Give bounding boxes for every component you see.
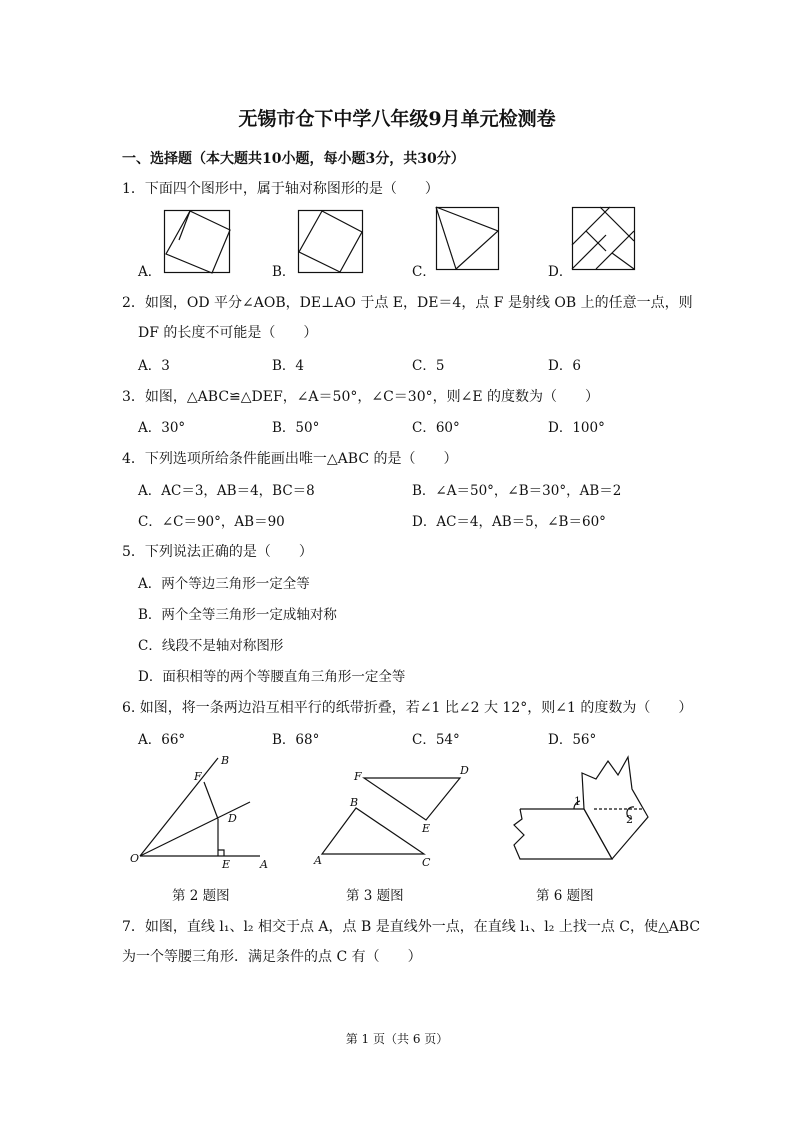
q1-figure-d bbox=[572, 207, 638, 273]
q4-option-c: C．∠C＝90°，AB＝90 bbox=[138, 514, 285, 530]
q3-option-c: C．60° bbox=[412, 420, 460, 436]
q4-option-d: D．AC＝4，AB＝5，∠B＝60° bbox=[412, 514, 606, 530]
fig2-label-f: F bbox=[194, 770, 202, 783]
q2-option-d: D．6 bbox=[548, 358, 581, 374]
q3-stem: 3．如图，△ABC≌△DEF，∠A＝50°，∠C＝30°，则∠E 的度数为（ ） bbox=[122, 389, 600, 405]
fig2-label-d: D bbox=[228, 812, 237, 825]
q5-stem: 5．下列说法正确的是（ ） bbox=[122, 544, 313, 560]
q1-figure-a bbox=[164, 210, 230, 276]
q2-line1: 2．如图，OD 平分∠AOB，DE⊥AO 于点 E，DE＝4，点 F 是射线 OB 上的任意一点，则 bbox=[122, 295, 693, 311]
q3-option-d: D．100° bbox=[548, 420, 605, 436]
fig3-label-e: E bbox=[422, 822, 431, 835]
q5-option-d: D．面积相等的两个等腰直角三角形一定全等 bbox=[138, 669, 406, 685]
q7-line2: 为一个等腰三角形．满足条件的点 C 有（ ） bbox=[122, 949, 422, 965]
q2-line2: DF 的长度不可能是（ ） bbox=[138, 325, 318, 341]
q6-stem: 6. 如图，将一条两边沿互相平行的纸带折叠，若∠1 比∠2 大 12°，则∠1 的度数为（ ） bbox=[122, 700, 693, 716]
q4-option-a: A．AC＝3，AB＝4，BC＝8 bbox=[138, 483, 315, 499]
fig2-label-b: B bbox=[221, 754, 230, 767]
q2-option-b: B．4 bbox=[272, 358, 305, 374]
q3-option-a: A．30° bbox=[138, 420, 186, 436]
q6-option-c: C．54° bbox=[412, 732, 460, 748]
q1-stem: 1．下面四个图形中，属于轴对称图形的是（ ） bbox=[122, 181, 439, 197]
figure-q2 bbox=[120, 752, 280, 872]
caption-fig6: 第 6 题图 bbox=[536, 888, 594, 904]
section-heading: 一、选择题（本大题共10小题，每小题3分，共30分） bbox=[122, 151, 465, 167]
q4-option-b: B．∠A＝50°，∠B＝30°，AB＝2 bbox=[412, 483, 622, 499]
q6-option-b: B．68° bbox=[272, 732, 320, 748]
q5-option-c: C．线段不是轴对称图形 bbox=[138, 638, 284, 654]
fig3-label-b: B bbox=[350, 796, 359, 809]
q1-option-d: D． bbox=[548, 264, 573, 280]
q2-option-c: C．5 bbox=[412, 358, 445, 374]
q6-option-a: A．66° bbox=[138, 732, 186, 748]
figure-q6 bbox=[510, 755, 660, 867]
q1-option-c: C． bbox=[412, 264, 436, 280]
q1-option-b: B． bbox=[272, 264, 296, 280]
fig3-label-c: C bbox=[422, 856, 431, 869]
fig3-label-f: F bbox=[354, 770, 362, 783]
fig6-angle-2: 2 bbox=[626, 813, 633, 826]
q1-figure-c bbox=[436, 207, 502, 273]
fig2-label-e: E bbox=[222, 858, 231, 871]
fig2-label-a: A bbox=[260, 858, 268, 871]
caption-fig2: 第 2 题图 bbox=[172, 888, 230, 904]
page-footer: 第 1 页（共 6 页） bbox=[345, 1032, 449, 1046]
q1-option-a: A． bbox=[138, 264, 162, 280]
q6-option-d: D．56° bbox=[548, 732, 597, 748]
q5-option-b: B．两个全等三角形一定成轴对称 bbox=[138, 607, 337, 623]
fig2-label-o: O bbox=[130, 852, 140, 865]
q5-option-a: A．两个等边三角形一定全等 bbox=[138, 576, 310, 592]
caption-fig3: 第 3 题图 bbox=[346, 888, 404, 904]
q1-figure-b bbox=[298, 210, 364, 276]
fig3-label-a: A bbox=[314, 854, 322, 867]
q4-stem: 4．下列选项所给条件能画出唯一△ABC 的是（ ） bbox=[122, 451, 458, 467]
q7-line1: 7．如图，直线 l₁、l₂ 相交于点 A，点 B 是直线外一点，在直线 l₁、l₂ 上找一点 C，使△ABC bbox=[122, 919, 701, 935]
fig3-label-d: D bbox=[460, 764, 469, 777]
page-title: 无锡市仓下中学八年级9月单元检测卷 bbox=[238, 108, 556, 130]
fig6-angle-1: 1 bbox=[574, 795, 581, 808]
q2-option-a: A．3 bbox=[138, 358, 170, 374]
q3-option-b: B．50° bbox=[272, 420, 320, 436]
figure-q3 bbox=[310, 758, 480, 872]
